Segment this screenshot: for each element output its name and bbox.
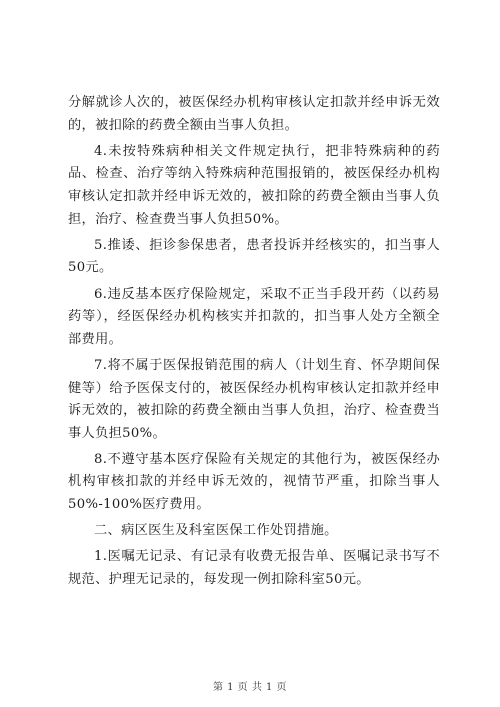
paragraph-item-8: 8.不遵守基本医疗保险有关规定的其他行为，被医保经办机构审核扣款的并经申诉无效的，视情节严重，扣除当事人50%-100%医疗费用。 [68,451,440,513]
paragraph-item-5: 5.推诿、拒诊参保患者，患者投诉并经核实的，扣当事人50元。 [68,237,440,276]
paragraph-continuation: 分解就诊人次的，被医保经办机构审核认定扣款并经申诉无效的，被扣除的药费全额由当事人负担。 [68,95,440,133]
paragraph-item-4: 4.未按特殊病种相关文件规定执行，把非特殊病种的药品、检查、治疗等纳入特殊病种范围报销的，被医保经办机构审核认定扣款并经申诉无效的，被扣除的药费全额由当事人负担，治疗、检查费当事人负担50%。 [68,143,440,227]
paragraph-item-7: 7.将不属于医保报销范围的病人（计划生育、怀孕期间保健等）给予医保支付的，被医保经办机构审核认定扣款并经申诉无效的，被扣除的药费全额由当事人负担，治疗、检查费当事人负担50%。 [68,357,440,441]
section-heading-2: 二、病区医生及科室医保工作处罚措施。 [94,523,338,539]
paragraph-item-6: 6.违反基本医疗保险规定，采取不正当手段开药（以药易药等），经医保经办机构核实并扣款的，扣当事人处方全额全部费用。 [68,286,440,347]
page-footer: 第 1 页 共 1 页 [212,682,288,693]
paragraph-section-2-item-1: 1.医嘱无记录、有记录有收费无报告单、医嘱记录书写不规范、护理无记录的，每发现一例扣除科室50元。 [68,549,440,588]
